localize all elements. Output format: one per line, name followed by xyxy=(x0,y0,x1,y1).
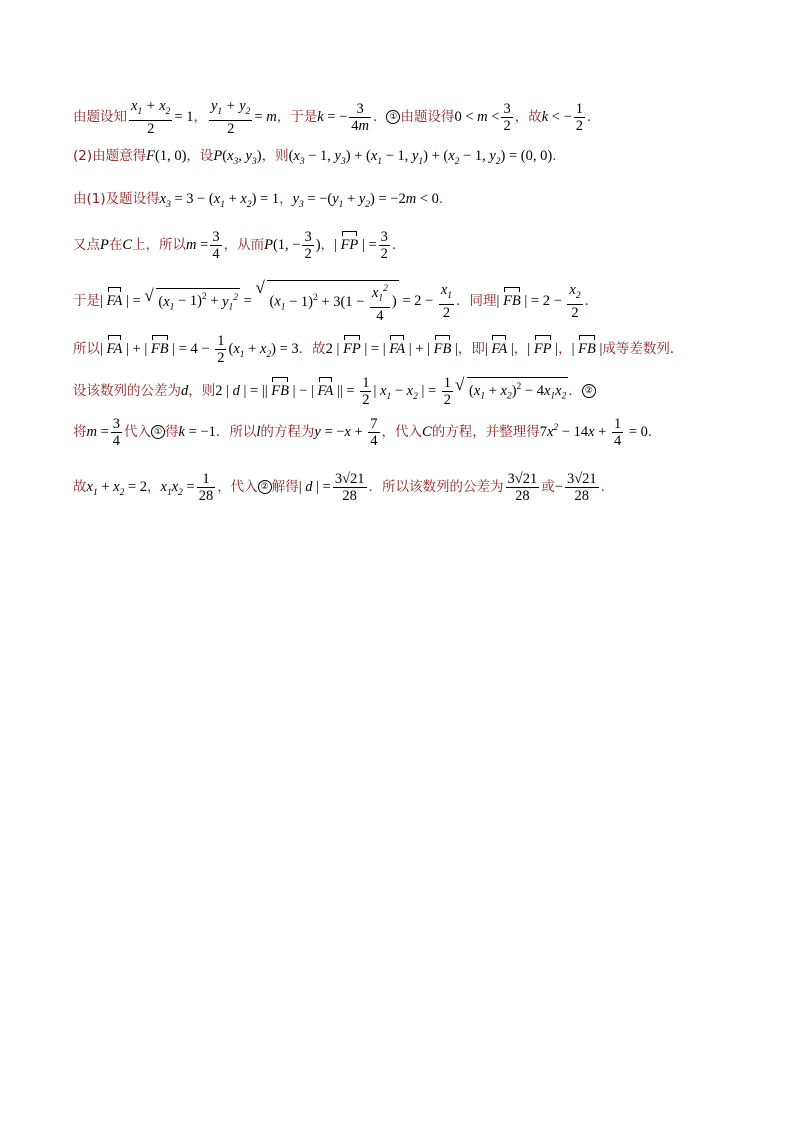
formula: C xyxy=(122,236,133,253)
text-segment: ， xyxy=(279,191,293,207)
formula: − $\frac{3√21}{28}$ xyxy=(554,471,597,504)
formula: k = −1 xyxy=(178,423,216,440)
formula: y = −x + $\frac{7}{4}$ xyxy=(314,416,378,449)
formula: m = $\frac{3}{4}$ xyxy=(86,416,121,449)
text-segment: 成等差数列． xyxy=(602,340,684,357)
text-segment: ，则 xyxy=(188,382,216,399)
text-segment: 故 xyxy=(73,478,87,495)
formula: F(1, 0) xyxy=(146,148,187,164)
text-segment: ． xyxy=(647,423,662,440)
text-segment: 将 xyxy=(73,423,87,440)
text-segment: (2)由题意得 xyxy=(73,148,147,164)
line-7 xyxy=(73,375,596,408)
formula: $7x^2 - 14x$ + $\frac{1}{4}$ = 0 xyxy=(539,416,648,449)
text-segment: ． xyxy=(391,236,406,253)
formula: P(1, − $\frac{3}{2}$ ) xyxy=(264,229,321,262)
text-segment: ，代入 xyxy=(217,478,258,495)
text-segment: ，故 xyxy=(514,108,542,125)
line-9 xyxy=(73,471,614,504)
text-segment: ．故 xyxy=(298,340,326,357)
formula: $x_1x_2$ = $\frac{1}{28}$ xyxy=(160,471,214,504)
text-segment: ， xyxy=(320,236,335,253)
line-3 xyxy=(73,189,452,215)
formula: $y_3 = -(y_1 + y_2) = -2m < 0$ xyxy=(292,191,439,210)
text-segment: 上，所以 xyxy=(132,236,187,253)
text-segment: ． xyxy=(438,191,453,207)
line-2 xyxy=(73,146,566,172)
formula: | FB | xyxy=(572,341,603,357)
text-segment: 由题设得 xyxy=(400,108,455,125)
text-segment: ． xyxy=(584,293,599,310)
formula: $\frac{x_1 + x_2}{2}$ = 1 xyxy=(131,98,194,137)
formula: m = $\frac{3}{4}$ xyxy=(186,229,220,262)
formula: C xyxy=(422,423,432,440)
line-4 xyxy=(73,229,405,262)
formula: ($x_3 - 1$, $y_3) + (x_1 - 1$, $y_1) + (x_2 - 1$, $y_2) = (0$, 0) xyxy=(288,148,553,167)
formula: $\frac{y_1 + y_2}{2}$ = m xyxy=(210,98,277,137)
formula: $x_3 = 3 - (x_1 + x_2) = 1$ xyxy=(159,191,280,210)
text-segment: 由题设知 xyxy=(73,108,127,125)
text-segment: 的方程，并整理得 xyxy=(431,423,540,440)
text-segment: ． xyxy=(587,108,601,125)
circled-number: ① xyxy=(151,425,165,439)
text-segment: ．所以 xyxy=(215,423,257,440)
text-segment: ． xyxy=(568,382,582,399)
text-segment: ，即 xyxy=(457,340,485,357)
formula: 2 | FP | = | FA | + | FB | xyxy=(326,341,458,357)
line-5 xyxy=(73,280,598,324)
circled-number: ① xyxy=(386,110,400,124)
text-segment: ， xyxy=(558,340,572,357)
text-segment: ． xyxy=(552,148,566,164)
formula: 0 < m < $\frac{3}{2}$ xyxy=(454,100,511,134)
text-segment: ，设 xyxy=(186,148,214,164)
formula: | FB | = 2 − $\frac{x_2}{2}$ xyxy=(496,282,581,322)
line-1 xyxy=(73,98,601,137)
text-segment: 或 xyxy=(541,478,555,495)
text-segment: ，代入 xyxy=(381,423,423,440)
text-segment: 代入 xyxy=(124,423,152,440)
formula: P xyxy=(100,236,109,253)
formula: | FA | xyxy=(485,341,514,357)
text-segment: ，从而 xyxy=(223,236,265,253)
text-segment: 在 xyxy=(108,236,123,253)
formula: $x_1 + x_2 = 2$ xyxy=(86,478,147,498)
formula: | d | = $\frac{3√21}{28}$ xyxy=(298,471,365,504)
text-segment: ． xyxy=(600,478,615,495)
text-segment: ，则 xyxy=(261,148,289,164)
line-8 xyxy=(73,416,661,449)
formula: | FP | = $\frac{3}{2}$ xyxy=(334,229,388,262)
text-segment: 于是 xyxy=(73,293,100,310)
text-segment: ．所以该数列的公差为 xyxy=(368,478,504,495)
formula: k < − $\frac{1}{2}$ xyxy=(541,100,584,134)
text-segment: ．同理 xyxy=(456,293,497,310)
formula: d xyxy=(181,382,189,399)
text-segment: ． xyxy=(372,108,387,125)
text-segment: 的方程为 xyxy=(260,423,315,440)
formula: k = − $\frac{3}{4m}$ xyxy=(317,100,369,134)
circled-number: ② xyxy=(582,384,596,398)
text-segment: 得 xyxy=(165,423,179,440)
formula: $P(x_3$, $y_3$) xyxy=(213,148,262,167)
text-segment: 由(1)及题设得 xyxy=(73,191,160,207)
text-segment: ，于是 xyxy=(276,108,318,125)
text-segment: 解得 xyxy=(271,478,299,495)
formula: $\frac{3√21}{28}$ xyxy=(507,471,538,504)
text-segment: 所以 xyxy=(73,340,100,357)
formula: | FA | + | FB | = 4 − $\frac{1}{2}$ $(x_1 + x_2) = 3$ xyxy=(100,333,299,366)
text-segment: ， xyxy=(513,340,528,357)
text-segment: ， xyxy=(147,478,161,495)
text-segment: ， xyxy=(193,108,207,125)
line-6 xyxy=(73,333,683,366)
formula: 2 | d | = || FB | − | FA || = $\frac{1}{2}$ | $x_1 - x_2$ | = $\frac{1}{2}$ √ $(x_1 + x_2)^2 - 4x_1x_2$ xyxy=(215,383,568,399)
circled-number: ② xyxy=(258,480,272,494)
text-segment: 又点 xyxy=(73,236,100,253)
formula: l xyxy=(256,423,261,440)
formula: | FP | xyxy=(527,341,558,357)
text-segment: 设该数列的公差为 xyxy=(73,382,181,399)
formula: | FA | = √ $(x_1 - 1)^2 + y_1^2$ = √ $(x_1 - 1)^2 + 3(1$ − $\frac{x_1^2}{4}$ ) = 2 − $\frac{x_1}{2}$ xyxy=(100,293,456,309)
